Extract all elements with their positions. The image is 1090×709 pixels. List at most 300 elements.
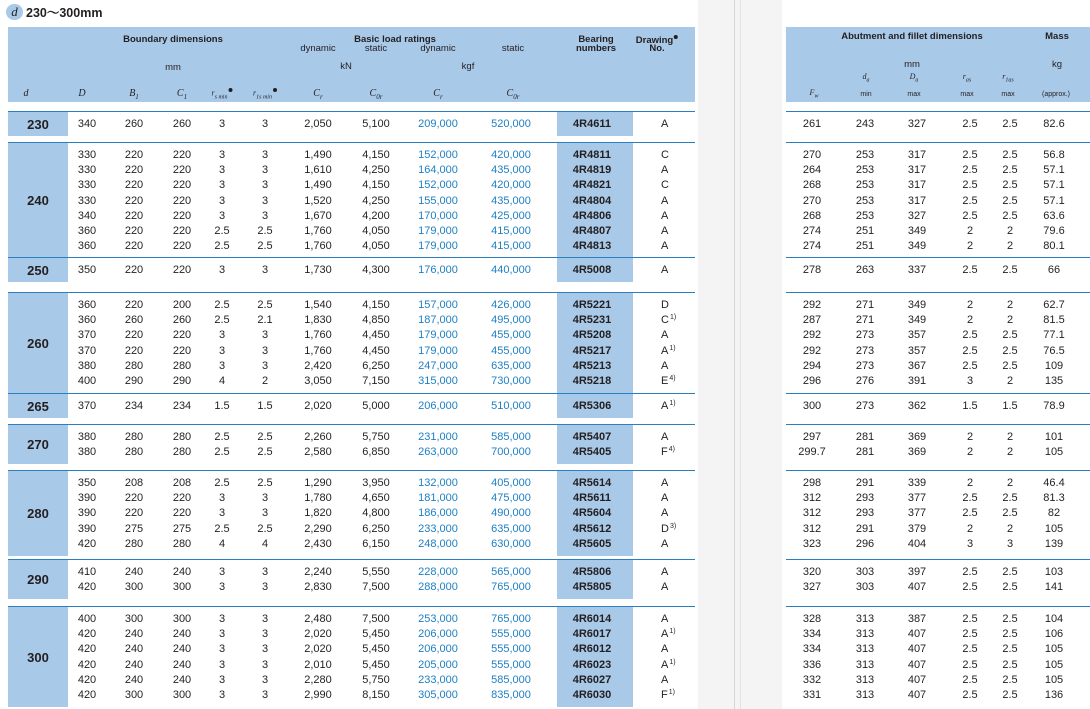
cell-rs: 3	[218, 507, 226, 520]
cell-rs: 2.5	[214, 431, 230, 443]
bearing-number: 4R4806	[572, 209, 612, 222]
bearing-number: 4R6012	[572, 643, 612, 656]
cell-cr: 1,730	[304, 264, 332, 276]
drawing-value: C	[661, 149, 669, 161]
cell-da: 273	[855, 359, 875, 372]
drawing-value: A	[661, 209, 669, 222]
cell-rs: 2.5	[214, 314, 230, 327]
cell-r1as: 3	[1006, 537, 1014, 550]
drawing-value: F	[661, 689, 668, 701]
cell-r1as: 2.5	[1002, 264, 1018, 276]
cell-c0r: 4,050	[362, 240, 390, 253]
cell-r1as: 2.5	[1002, 179, 1018, 192]
cell-fw: 292	[802, 329, 822, 342]
cell-cr_kgf: 231,000	[418, 431, 458, 443]
cell-ras: 2	[966, 240, 974, 253]
cell-d: 420	[77, 673, 97, 686]
cell-rs: 3	[218, 209, 226, 222]
cell-ras: 2.5	[962, 492, 978, 505]
cell-ras: 2.5	[962, 209, 978, 222]
drawing-letter	[661, 148, 669, 162]
drawing-value: A	[661, 164, 669, 177]
cell-fw: 334	[802, 628, 822, 641]
cell-mass: 77.1	[1043, 329, 1065, 342]
cell-fw: 323	[802, 537, 822, 550]
cell-cr_kgf: 206,000	[418, 628, 458, 641]
cell-da: 391	[907, 375, 927, 387]
cell-c0r: 4,200	[362, 209, 390, 222]
cell-d: 400	[77, 613, 97, 625]
cell-c0r_kgf: 555,000	[491, 628, 531, 641]
cell-fw: 274	[802, 225, 822, 237]
cell-da: 357	[907, 344, 927, 357]
cell-b1: 290	[124, 375, 144, 387]
cell-da: 339	[907, 477, 927, 489]
cell-ras: 2.5	[962, 179, 978, 192]
cell-c0r_kgf: 455,000	[491, 344, 531, 357]
drawing-letter	[661, 209, 668, 223]
drawing-no-line1: Drawing	[636, 35, 678, 46]
cell-b1: 300	[124, 613, 144, 625]
cell-rs: 3	[218, 492, 226, 505]
cell-cr_kgf: 155,000	[418, 194, 458, 207]
drawing-value: A	[661, 400, 669, 412]
drawing-letter	[661, 445, 675, 461]
boundary-unit: mm	[165, 62, 181, 73]
cell-c0r_kgf: 585,000	[491, 431, 531, 443]
cell-c1: 280	[172, 537, 192, 550]
drawing-letter	[661, 399, 676, 415]
left-table-header	[8, 27, 695, 102]
cell-fw: 312	[802, 522, 822, 535]
cell-r1as: 2.5	[1002, 164, 1018, 177]
cell-cr_kgf: 209,000	[418, 118, 458, 130]
cell-rs: 2.5	[214, 477, 230, 489]
cell-fw: 300	[802, 400, 822, 412]
cell-cr: 2,010	[304, 658, 332, 671]
drawing-letter	[661, 565, 668, 579]
cell-c0r: 4,850	[362, 314, 390, 327]
cell-c0r: 6,250	[362, 359, 390, 372]
cell-mass: 62.7	[1043, 299, 1065, 311]
cell-fw: 299.7	[798, 446, 826, 459]
cell-c0r_kgf: 765,000	[491, 613, 531, 625]
cell-rs: 3	[218, 643, 226, 656]
cell-da: 317	[907, 149, 927, 161]
cell-fw: 292	[802, 299, 822, 311]
cell-d: 390	[77, 492, 97, 505]
cell-mass: 63.6	[1043, 209, 1065, 222]
bearing-number: 4R5612	[572, 522, 612, 535]
right-table-header	[786, 27, 1090, 102]
cell-cr: 2,240	[304, 566, 332, 578]
cell-ras: 2.5	[962, 164, 978, 177]
drawing-value: A	[661, 240, 669, 253]
cell-d: 420	[77, 689, 97, 701]
cell-ras: 2	[966, 431, 974, 443]
cell-r1s: 2.5	[257, 299, 273, 311]
cell-mass: 79.6	[1043, 225, 1065, 237]
cell-r1as: 2.5	[1002, 329, 1018, 342]
cell-da: 379	[907, 522, 927, 535]
cell-mass: 66	[1047, 264, 1061, 276]
bearing-number: 4R5806	[572, 566, 612, 578]
cell-b1: 280	[124, 446, 144, 459]
drawing-value: D	[661, 299, 669, 311]
drawing-letter	[661, 298, 669, 312]
cell-c0r: 4,050	[362, 225, 390, 237]
cell-r1s: 3	[261, 118, 269, 130]
cell-c1: 220	[172, 507, 192, 520]
cell-mass: 105	[1044, 522, 1064, 535]
cell-cr_kgf: 288,000	[418, 581, 458, 594]
drawing-value: A	[661, 477, 669, 489]
cell-cr: 1,760	[304, 240, 332, 253]
cell-da: 407	[907, 658, 927, 671]
cell-c0r: 5,450	[362, 628, 390, 641]
cell-da: 337	[907, 264, 927, 276]
cell-ras: 2	[966, 225, 974, 237]
drawing-letter	[661, 537, 668, 551]
cell-r1s: 3	[261, 613, 269, 625]
cell-r1s: 3	[261, 149, 269, 161]
cell-cr: 1,290	[304, 477, 332, 489]
cell-d: 420	[77, 581, 97, 594]
cell-ras: 2.5	[962, 658, 978, 671]
group-separator-right	[786, 142, 1090, 143]
cell-c0r_kgf: 440,000	[491, 264, 531, 276]
cell-rs: 3	[218, 164, 226, 177]
cell-fw: 312	[802, 492, 822, 505]
cell-r1as: 2	[1006, 477, 1014, 489]
bearing-number: 4R5213	[572, 359, 612, 372]
ras-max-label: max	[960, 91, 974, 98]
cell-rs: 2.5	[214, 225, 230, 237]
cell-rs: 2.5	[214, 522, 230, 535]
cell-da: 367	[907, 359, 927, 372]
cell-r1s: 3	[261, 673, 269, 686]
cell-b1: 234	[124, 400, 144, 412]
cell-da: 317	[907, 179, 927, 192]
cell-cr: 2,050	[304, 118, 332, 130]
cell-da: 303	[855, 566, 875, 578]
cell-cr_kgf: 170,000	[418, 209, 458, 222]
drawing-footnote: 1)	[669, 628, 676, 636]
cell-c0r_kgf: 510,000	[491, 400, 531, 412]
drawing-value: A	[661, 344, 669, 357]
cell-cr_kgf: 157,000	[418, 299, 458, 311]
cell-c0r_kgf: 455,000	[491, 329, 531, 342]
cell-c0r_kgf: 425,000	[491, 209, 531, 222]
cell-da: 293	[855, 507, 875, 520]
cell-fw: 261	[802, 118, 822, 130]
cell-d: 370	[77, 400, 97, 412]
drawing-footnote: 1)	[668, 689, 675, 696]
cell-c0r: 4,150	[362, 299, 390, 311]
cell-da: 271	[855, 299, 875, 311]
cell-c0r_kgf: 565,000	[491, 566, 531, 578]
cell-c1: 220	[172, 194, 192, 207]
cell-d: 380	[77, 431, 97, 443]
cell-b1: 220	[124, 240, 144, 253]
cell-mass: 135	[1044, 375, 1064, 387]
cell-cr_kgf: 305,000	[418, 689, 458, 701]
cell-mass: 141	[1044, 581, 1064, 594]
cell-ras: 2.5	[962, 628, 978, 641]
cell-da: 362	[907, 400, 927, 412]
cell-cr_kgf: 263,000	[418, 446, 458, 459]
group-separator-right	[786, 606, 1090, 607]
cell-r1as: 2.5	[1002, 492, 1018, 505]
bore-diameter-label: 280	[27, 506, 49, 521]
bearing-number: 4R6014	[572, 613, 612, 625]
bearing-number: 4R5008	[572, 264, 612, 276]
cell-da: 357	[907, 329, 927, 342]
cell-r1s: 3	[261, 359, 269, 372]
cell-b1: 220	[124, 344, 144, 357]
cell-cr: 1,820	[304, 507, 332, 520]
bearing-number: 4R5405	[572, 446, 612, 459]
sym-Fw: $F_w$	[809, 88, 819, 100]
cell-cr_kgf: 253,000	[418, 613, 458, 625]
cell-cr_kgf: 206,000	[418, 643, 458, 656]
cell-c0r_kgf: 475,000	[491, 492, 531, 505]
drawing-value: A	[661, 329, 669, 342]
drawing-value: A	[661, 673, 669, 686]
bore-diameter-label: 240	[27, 193, 49, 208]
cell-da: 313	[855, 613, 875, 625]
table-title	[6, 3, 102, 21]
sym-Da: $D_a$	[909, 72, 919, 84]
cell-c0r: 4,250	[362, 194, 390, 207]
cell-c0r_kgf: 495,000	[491, 314, 531, 327]
bearing-number: 4R5217	[572, 344, 612, 357]
drawing-letter	[661, 506, 668, 520]
cell-fw: 274	[802, 240, 822, 253]
group-separator-right	[786, 559, 1090, 560]
cell-c1: 220	[172, 344, 192, 357]
drawing-letter	[661, 642, 668, 656]
cell-c0r_kgf: 405,000	[491, 477, 531, 489]
cell-d: 370	[77, 329, 97, 342]
da-min-label: min	[860, 91, 872, 98]
cell-c0r: 5,750	[362, 673, 390, 686]
cell-c1: 240	[172, 673, 192, 686]
cell-cr: 1,610	[304, 164, 332, 177]
bearing-number: 4R4804	[572, 194, 612, 207]
cell-ras: 2	[966, 299, 974, 311]
cell-da: 313	[855, 628, 875, 641]
Da-max-label: max	[907, 91, 921, 98]
drawing-value: A	[661, 658, 669, 671]
cell-rs: 2.5	[214, 446, 230, 459]
cell-r1as: 2.5	[1002, 628, 1018, 641]
cell-rs: 3	[218, 673, 226, 686]
bearing-number: 4R6017	[572, 628, 612, 641]
cell-da: 271	[855, 314, 875, 327]
cell-b1: 240	[124, 643, 144, 656]
cell-cr_kgf: 179,000	[418, 240, 458, 253]
cell-cr_kgf: 152,000	[418, 149, 458, 161]
cell-b1: 220	[124, 194, 144, 207]
cell-da: 407	[907, 643, 927, 656]
cell-da: 387	[907, 613, 927, 625]
cell-fw: 336	[802, 658, 822, 671]
sym-D: D	[78, 88, 86, 99]
cell-b1: 240	[124, 673, 144, 686]
cell-b1: 220	[124, 149, 144, 161]
cell-c0r_kgf: 635,000	[491, 522, 531, 535]
drawing-value: A	[661, 194, 669, 207]
cell-cr: 2,020	[304, 643, 332, 656]
cell-c1: 280	[172, 446, 192, 459]
cell-mass: 136	[1044, 689, 1064, 701]
cell-c1: 275	[172, 522, 192, 535]
cell-rs: 3	[218, 264, 226, 276]
cell-ras: 2.5	[962, 264, 978, 276]
drawing-footnote: 4)	[668, 446, 675, 454]
cell-da: 253	[855, 179, 875, 192]
cell-c1: 280	[172, 359, 192, 372]
drawing-letter	[661, 224, 668, 238]
cell-c0r_kgf: 415,000	[491, 225, 531, 237]
drawing-letter	[661, 263, 668, 277]
bore-diameter-label: 290	[27, 572, 49, 587]
drawing-footnote: 1)	[669, 658, 676, 666]
mass-approx-label: (approx.)	[1041, 91, 1071, 98]
cell-b1: 220	[124, 329, 144, 342]
cell-fw: 334	[802, 643, 822, 656]
drawing-letter	[661, 673, 668, 687]
cell-cr_kgf: 179,000	[418, 344, 458, 357]
bearing-number: 4R4811	[573, 149, 611, 161]
cell-c1: 220	[172, 209, 192, 222]
cell-c0r: 8,150	[362, 689, 390, 701]
cell-fw: 297	[802, 431, 822, 443]
drawing-value: A	[661, 643, 669, 656]
cell-c1: 240	[172, 566, 192, 578]
cell-cr: 2,580	[304, 446, 332, 459]
cell-d: 380	[77, 359, 97, 372]
cell-c0r_kgf: 435,000	[491, 164, 531, 177]
cell-r1as: 2.5	[1002, 613, 1018, 625]
cell-c0r: 3,950	[362, 477, 390, 489]
group-separator-right	[786, 111, 1090, 112]
cell-b1: 240	[124, 566, 144, 578]
cell-r1s: 3	[261, 689, 269, 701]
bearing-numbers-line1: Bearing	[578, 34, 614, 45]
cell-da: 253	[855, 149, 875, 161]
cell-r1as: 2	[1006, 314, 1014, 327]
group-separator-right	[786, 257, 1090, 258]
sym-B1: $B_1$	[129, 88, 139, 101]
cell-c0r_kgf: 520,000	[491, 118, 531, 130]
cell-fw: 268	[802, 209, 822, 222]
cell-r1s: 3	[261, 581, 269, 594]
cell-fw: 312	[802, 507, 822, 520]
cell-rs: 3	[218, 194, 226, 207]
cell-c0r: 7,500	[362, 613, 390, 625]
cell-d: 360	[77, 299, 97, 311]
cell-ras: 2	[966, 522, 974, 535]
cell-mass: 57.1	[1043, 164, 1065, 177]
gutter-edge-left	[734, 0, 735, 709]
cell-c1: 220	[172, 264, 192, 276]
boundary-dimensions-heading: Boundary dimensions	[123, 34, 223, 45]
cell-rs: 3	[218, 581, 226, 594]
cell-fw: 268	[802, 179, 822, 192]
bearing-number: 4R5604	[572, 507, 612, 520]
cell-c0r: 4,800	[362, 507, 390, 520]
cell-r1as: 1.5	[1002, 400, 1018, 412]
cell-c0r: 6,250	[362, 522, 390, 535]
cell-fw: 270	[802, 149, 822, 161]
cell-r1s: 3	[261, 658, 269, 671]
cell-rs: 3	[218, 566, 226, 578]
cell-r1s: 2.5	[257, 431, 273, 443]
bearing-number: 4R4813	[572, 240, 612, 253]
cell-cr_kgf: 315,000	[418, 375, 458, 387]
drawing-value: A	[661, 507, 669, 520]
drawing-letter	[661, 328, 668, 342]
cell-d: 390	[77, 522, 97, 535]
cell-d: 360	[77, 225, 97, 237]
drawing-value: A	[661, 613, 669, 625]
cell-da: 397	[907, 566, 927, 578]
cell-r1s: 2.5	[257, 446, 273, 459]
cell-cr: 2,280	[304, 673, 332, 686]
cell-c0r: 5,750	[362, 431, 390, 443]
cell-r1as: 2	[1006, 522, 1014, 535]
cell-cr: 2,260	[304, 431, 332, 443]
cell-r1as: 2.5	[1002, 566, 1018, 578]
cell-da: 369	[907, 446, 927, 459]
unit-kgf: kgf	[461, 61, 475, 72]
cell-b1: 220	[124, 492, 144, 505]
cell-fw: 331	[802, 689, 822, 701]
cell-b1: 220	[124, 225, 144, 237]
d-symbol-badge: d	[6, 4, 23, 20]
cell-cr_kgf: 132,000	[418, 477, 458, 489]
bore-diameter-label: 260	[27, 335, 49, 351]
abutment-unit: mm	[904, 59, 920, 70]
drawing-value: A	[661, 359, 669, 372]
cell-c1: 300	[172, 689, 192, 701]
cell-r1s: 2.5	[257, 225, 273, 237]
cell-cr_kgf: 247,000	[418, 359, 458, 372]
cell-c1: 240	[172, 628, 192, 641]
cell-da: 296	[855, 537, 875, 550]
drawing-value: A	[661, 566, 669, 578]
cell-ras: 1.5	[962, 400, 978, 412]
cell-c1: 260	[172, 314, 192, 327]
bearing-number: 4R4821	[572, 179, 612, 192]
cell-d: 410	[77, 566, 97, 578]
cell-r1as: 2.5	[1002, 581, 1018, 594]
mass-unit: kg	[1051, 59, 1063, 70]
cell-da: 349	[907, 225, 927, 237]
cell-c0r: 7,500	[362, 581, 390, 594]
cell-c0r: 4,150	[362, 149, 390, 161]
cell-c0r_kgf: 765,000	[491, 581, 531, 594]
cell-mass: 56.8	[1043, 149, 1065, 161]
cell-da: 313	[855, 673, 875, 686]
cell-r1as: 2.5	[1002, 149, 1018, 161]
cell-b1: 240	[124, 628, 144, 641]
cell-rs: 3	[218, 658, 226, 671]
cell-da: 327	[907, 118, 927, 130]
cell-rs: 3	[218, 344, 226, 357]
